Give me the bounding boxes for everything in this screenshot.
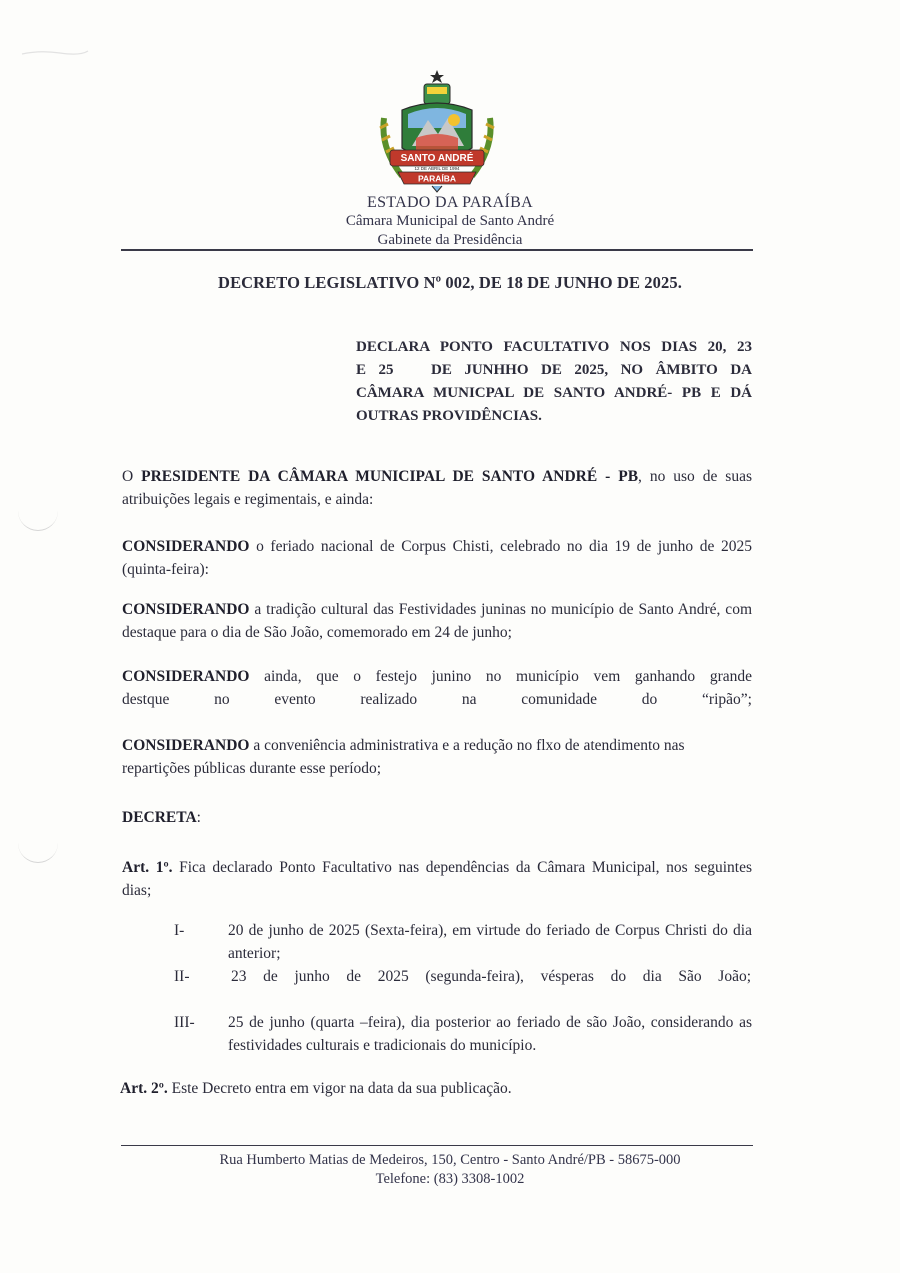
- preamble-rest: , no uso de suas atribuições legais e regimentais, e ainda:: [122, 468, 752, 508]
- word: destque: [122, 691, 170, 708]
- article-2: [120, 1077, 750, 1100]
- item-number: III-: [174, 1014, 195, 1031]
- coat-of-arms-icon: [372, 68, 502, 194]
- item-number: II-: [174, 968, 190, 985]
- considerando-keyword: CONSIDERANDO: [122, 538, 250, 555]
- article-text: Fica declarado Ponto Facultativo nas dependências da Câmara Municipal, nos seguintes dias;: [122, 859, 752, 899]
- considerando-text: a conveniência administrativa e a redução no flxo de atendimento nas repartições públicas durante esse período;: [122, 737, 685, 777]
- footer-divider: [121, 1145, 753, 1146]
- svg-text:12 DE ABRIL DE 1994: 12 DE ABRIL DE 1994: [414, 166, 460, 171]
- considerando-keyword: CONSIDERANDO: [122, 737, 250, 754]
- header-divider: [121, 249, 753, 251]
- article-label: Art. 1º.: [122, 859, 173, 876]
- word: no: [214, 691, 230, 708]
- article-label: Art. 2º.: [120, 1080, 168, 1097]
- item-text: 25 de junho (quarta –feira), dia posterior ao feriado de são João, considerando as festividades culturais e tradicionais do município.: [228, 1014, 752, 1054]
- considerando-1: [122, 535, 752, 581]
- preamble-president: PRESIDENTE DA CÂMARA MUNICIPAL DE SANTO ANDRÉ - PB: [141, 468, 639, 485]
- article-1: [122, 856, 752, 902]
- summary-line: OUTRAS PROVIDÊNCIAS.: [356, 408, 542, 424]
- considerando-text: o feriado nacional de Corpus Chisti, celebrado no dia 19 de junho de 2025 (quinta-feira):: [122, 538, 752, 578]
- word: comunidade: [521, 691, 598, 708]
- decree-title: DECRETO LEGISLATIVO Nº 002, DE 18 DE JUNHO DE 2025.: [218, 273, 682, 292]
- office-name: Gabinete da Presidência: [377, 232, 523, 248]
- word: “ripão”;: [702, 691, 752, 708]
- svg-text:SANTO ANDRÉ: SANTO ANDRÉ: [400, 153, 474, 164]
- svg-text:PARAÍBA: PARAÍBA: [417, 173, 457, 184]
- decreta-label: DECRETA: [122, 809, 197, 826]
- footer-phone: Telefone: (83) 3308-1002: [375, 1171, 525, 1187]
- considerando-keyword: CONSIDERANDO: [122, 668, 250, 685]
- punch-hole-mark: [18, 500, 58, 531]
- summary-line: E 25 DE JUNHHO DE 2025, NO ÂMBITO DA: [356, 362, 752, 378]
- considerando-3: [122, 665, 752, 711]
- considerando-4: [122, 734, 752, 780]
- considerando-2: [122, 598, 752, 644]
- decreta-colon: :: [196, 809, 201, 826]
- item-text: 20 de junho de 2025 (Sexta-feira), em virtude do feriado de Corpus Christi do dia anterior;: [228, 922, 752, 962]
- item-number: I-: [174, 922, 185, 939]
- decree-summary: [356, 336, 752, 428]
- chamber-name: Câmara Municipal de Santo André: [345, 213, 555, 229]
- considerando-text: a tradição cultural das Festividades juninas no município de Santo André, com destaque para o dia de São João, comemorado em 24 de junho;: [122, 601, 752, 641]
- decreta-heading: [122, 806, 752, 829]
- considerando-keyword: CONSIDERANDO: [122, 601, 250, 618]
- preamble-lead: O: [122, 468, 142, 485]
- summary-line: CÂMARA MUNICPAL DE SANTO ANDRÉ- PB E DÁ: [356, 385, 752, 401]
- footer-address: Rua Humberto Matias de Medeiros, 150, Centro - Santo André/PB - 58675-000: [219, 1152, 681, 1168]
- word: na: [461, 691, 477, 708]
- scan-speck-icon: [20, 46, 90, 60]
- word: realizado: [360, 691, 418, 708]
- state-name: ESTADO DA PARAÍBA: [367, 194, 533, 211]
- considerando-text: ainda, que o festejo junino no município vem ganhando grande: [249, 668, 752, 685]
- punch-hole-mark: [18, 832, 58, 863]
- letterhead: [0, 193, 900, 250]
- footer: [0, 1151, 900, 1189]
- word: do: [641, 691, 658, 708]
- item-text: 23 de junho de 2025 (segunda-feira), vésperas do dia São João;: [231, 968, 751, 985]
- considerando-3-line-2: [122, 688, 752, 711]
- summary-line: DECLARA PONTO FACULTATIVO NOS DIAS 20, 23: [356, 339, 752, 355]
- article-text: Este Decreto entra em vigor na data da sua publicação.: [167, 1080, 512, 1097]
- word: evento: [274, 691, 316, 708]
- preamble-paragraph: [122, 465, 752, 511]
